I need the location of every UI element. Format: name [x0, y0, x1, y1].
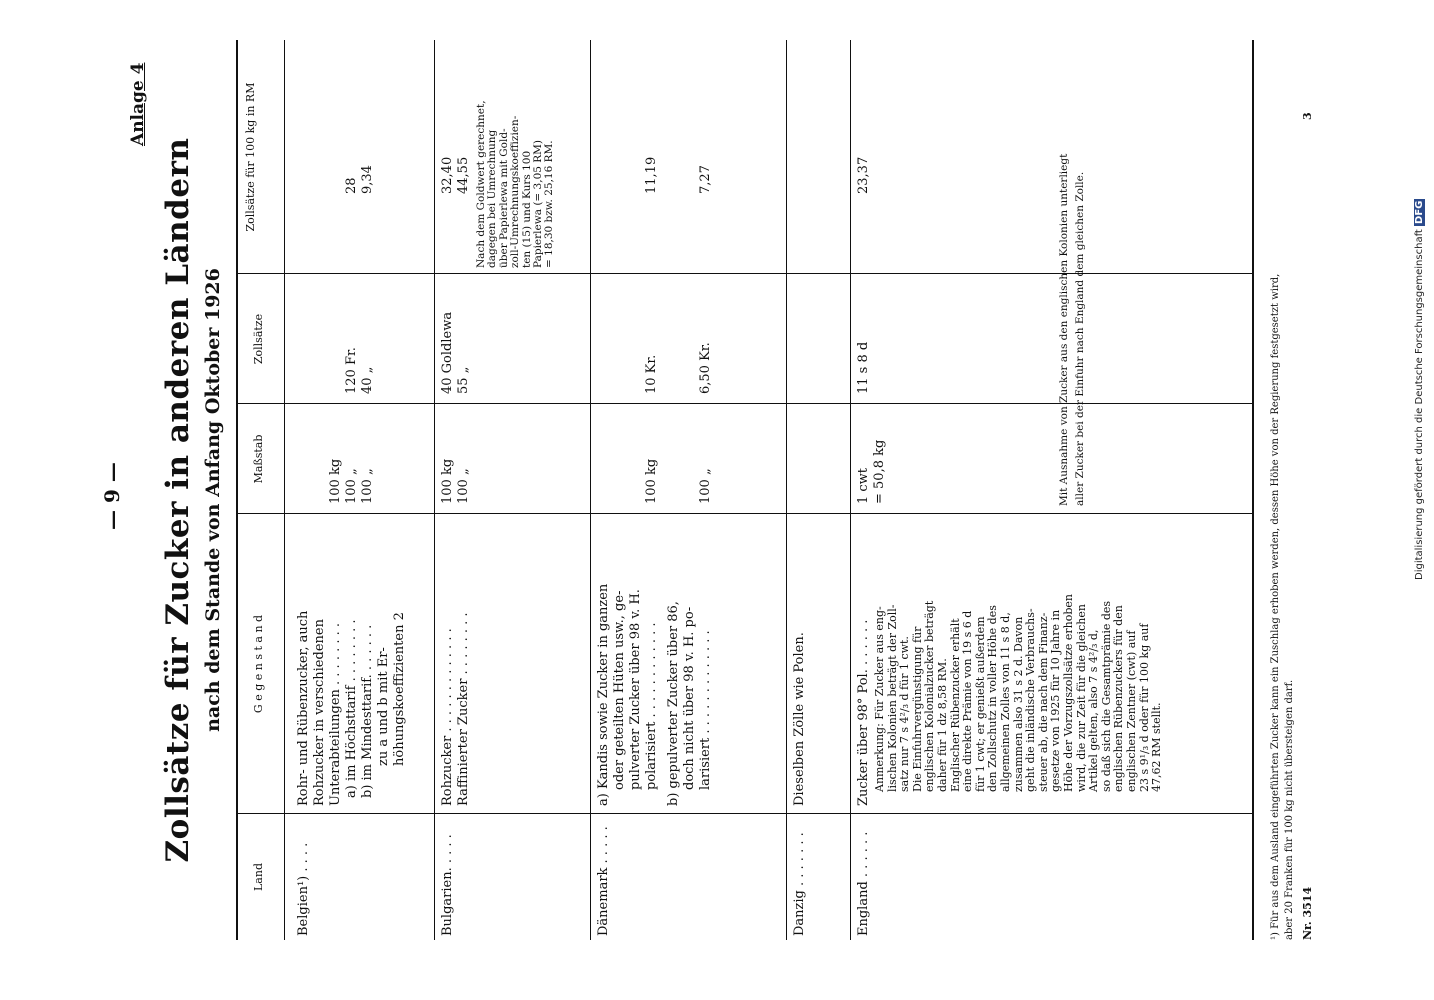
- england-note1: Mit Ausnahme von Zucker aus den englischen Kolonien unterliegt: [1058, 153, 1070, 506]
- england-g1: Zucker über 98° Pol. . . . . . .: [856, 619, 871, 806]
- england-a9: für 1 cwt; er genießt außerdem: [973, 616, 987, 792]
- england-a6: daher für 1 dz 8,58 RM.: [936, 658, 949, 792]
- land-belgien: Belgien¹) . . . .: [296, 842, 311, 936]
- belgien-z2: 40 „: [360, 366, 375, 394]
- side-info-text: Digitalisierung gefördert durch die Deutsche Forschungsgemeinschaft: [1414, 229, 1425, 580]
- table-bottom-rule: [1252, 40, 1254, 940]
- footnote-line2: aber 20 Franken für 100 kg nicht übersteigen darf.: [1284, 679, 1295, 940]
- england-a23: 47,62 RM stellt.: [1150, 702, 1164, 792]
- annex-label: Anlage 4: [128, 62, 148, 146]
- england-a5: englischen Kolonialzucker beträgt: [923, 600, 937, 792]
- table-top-rule: [236, 40, 238, 940]
- england-a20: englischen Rübenzuckers für den: [1112, 605, 1126, 792]
- daenemark-g4: polarisiert . . . . . . . . . . . .: [644, 622, 659, 790]
- belgien-g6: zu a und b mit Er-: [376, 647, 391, 766]
- england-a11: allgemeinen Zolles von 11 s 8 d,: [999, 612, 1012, 792]
- col-rule-1: [236, 813, 1252, 814]
- danzig-g1: Dieselben Zölle wie Polen.: [792, 632, 807, 806]
- daenemark-g2: oder geteilten Hüten usw., ge-: [612, 590, 627, 790]
- england-a4: Die Einfuhrvergünstigung für: [910, 626, 924, 792]
- footnote-nr: Nr. 3514: [1301, 886, 1314, 940]
- header-zollsaetze: Zollsätze: [252, 313, 265, 365]
- header-zollsaetze-rm: Zollsätze für 100 kg in RM: [244, 82, 257, 232]
- daenemark-g1: a) Kandis sowie Zucker in ganzen: [596, 583, 611, 806]
- bulgarien-z2: 55 „: [456, 366, 471, 394]
- england-a3: satz nur 7 s 4²/₃ d für 1 cwt.: [898, 636, 912, 792]
- land-england: England . . . . . .: [856, 831, 871, 936]
- bulgarien-z1: 40 Goldlewa: [440, 311, 455, 394]
- belgien-m2: 100 „: [344, 468, 359, 504]
- daenemark-g7: larisiert . . . . . . . . . . . . .: [698, 630, 713, 790]
- side-info: [1414, 180, 1425, 580]
- bulgarien-g2: Raffinierter Zucker . . . . . . . .: [456, 612, 471, 806]
- bulgarien-r1: 32,40: [440, 156, 455, 194]
- row-rule-daenemark: [590, 40, 591, 940]
- header-massstab: Maßstab: [252, 434, 265, 484]
- england-z1: 11 s 8 d: [856, 341, 871, 394]
- page-title: Zollsätze für Zucker in anderen Ländern: [160, 137, 196, 863]
- daenemark-r1: 11,19: [644, 156, 659, 194]
- bulgarien-m2: 100 „: [456, 468, 471, 504]
- bulgarien-m1: 100 kg: [440, 458, 455, 504]
- england-a17: wird, die zur Zeit für die gleichen: [1074, 604, 1088, 792]
- daenemark-r2: 7,27: [698, 165, 713, 194]
- belgien-r1: 28: [344, 177, 359, 194]
- col-rule-4: [236, 273, 1252, 274]
- land-daenemark: Dänemark . . . . .: [596, 826, 611, 936]
- row-rule-england: [850, 40, 851, 940]
- england-a21: englischen Zentner (cwt) auf: [1125, 630, 1138, 792]
- england-m1: 1 cwt: [856, 467, 871, 504]
- dfg-badge: DFG: [1414, 200, 1425, 224]
- daenemark-z1: 10 Kr.: [644, 354, 659, 394]
- daenemark-g6: doch nicht über 98 v. H. po-: [682, 606, 697, 790]
- daenemark-z2: 6,50 Kr.: [698, 342, 713, 394]
- belgien-r2: 9,34: [360, 165, 375, 194]
- belgien-m1: 100 kg: [328, 458, 343, 504]
- daenemark-m1: 100 kg: [644, 458, 659, 504]
- land-bulgarien: Bulgarien. . . . .: [440, 834, 455, 936]
- england-r1: 23,37: [856, 156, 871, 194]
- england-a18: Artikel gelten, also 7 s 4²/₃ d,: [1087, 629, 1101, 792]
- bulgarien-g1: Rohzucker . . . . . . . . . . . . .: [440, 628, 455, 806]
- col-rule-3: [236, 403, 1252, 404]
- col-rule-2: [236, 513, 1252, 514]
- footnote-sig: 3: [1301, 112, 1314, 120]
- england-a1: Anmerkung: Für Zucker aus eng-: [873, 606, 886, 792]
- land-danzig: Danzig . . . . . . .: [792, 832, 807, 936]
- header-land: Land: [252, 863, 265, 891]
- england-a22: 23 s 9¹/₃ d oder für 100 kg auf: [1137, 623, 1151, 792]
- header-gegenstand: G e g e n s t a n d: [252, 614, 265, 714]
- page-subtitle: nach dem Stande von Anfang Oktober 1926: [202, 268, 224, 732]
- belgien-g3: Unterabteilungen . . . . . . . .: [328, 622, 343, 806]
- england-a19: so daß sich die Gesamtprämie des: [1099, 600, 1113, 792]
- england-a2: lischen Kolonien beträgt der Zoll-: [885, 604, 899, 792]
- belgien-g5: b) im Mindesttarif. . . . . . .: [360, 624, 375, 798]
- row-rule-danzig: [786, 40, 787, 940]
- daenemark-g5: b) gepulverter Zucker über 86,: [666, 601, 681, 806]
- england-a12: zusammen also 31 s 2 d. Davon: [1011, 616, 1025, 792]
- belgien-g2: Rohzucker in verschiedenen: [312, 619, 327, 806]
- belgien-m3: 100 „: [360, 468, 375, 504]
- belgien-g4: a) im Höchsttarif . . . . . . . .: [344, 619, 359, 798]
- belgien-z1: 120 Fr.: [344, 347, 359, 394]
- england-a16: Höhe der Vorzugszollsätze erhoben: [1062, 594, 1075, 792]
- header-rule: [284, 40, 285, 940]
- daenemark-g3: pulverter Zucker über 98 v. H.: [628, 589, 643, 790]
- england-a7: Englischer Rübenzucker erhält: [948, 618, 962, 792]
- bulgarien-n6: Papierlewa (= 3,05 RM): [532, 139, 544, 268]
- bulgarien-n4: zoll-Umrechnungskoeffizien-: [509, 115, 522, 268]
- page-number: — 9 —: [100, 462, 124, 530]
- footnote-line1: ¹) Für aus dem Ausland eingeführten Zucker kann ein Zuschlag erhoben werden, dessen Höhe von der Regierung festgesetzt wird,: [1270, 273, 1281, 940]
- bulgarien-n7: = 18,30 bzw. 25,16 RM.: [543, 140, 556, 268]
- belgien-g1: Rohr- und Rübenzucker, auch: [296, 610, 311, 806]
- england-note2: aller Zucker bei der Einfuhr nach England dem gleichen Zolle.: [1074, 171, 1086, 506]
- bulgarien-n3: über Papierlewa mit Gold-: [497, 128, 510, 268]
- bulgarien-r2: 44,55: [456, 156, 471, 194]
- england-a14: steuer ab, die nach dem Finanz-: [1036, 612, 1050, 792]
- belgien-g7: höhungskoeffizienten 2: [392, 612, 407, 766]
- daenemark-m2: 100 „: [698, 468, 713, 504]
- bulgarien-n5: ten (15) und Kurs 100: [520, 150, 533, 268]
- england-a10: den Zollschutz in voller Höhe des: [986, 605, 1000, 792]
- england-a15: gesetze von 1925 für 10 Jahre in: [1049, 609, 1063, 792]
- england-m2: = 50,8 kg: [872, 439, 887, 504]
- bulgarien-n2: dagegen bei Umrechnung: [486, 129, 499, 268]
- england-a8: eine direkte Prämie von 19 s 6 d: [961, 610, 975, 792]
- bulgarien-n1: Nach dem Goldwert gerechnet,: [475, 100, 487, 268]
- row-rule-bulgarien: [434, 40, 435, 940]
- england-a13: geht die inländische Verbrauchs-: [1024, 608, 1038, 792]
